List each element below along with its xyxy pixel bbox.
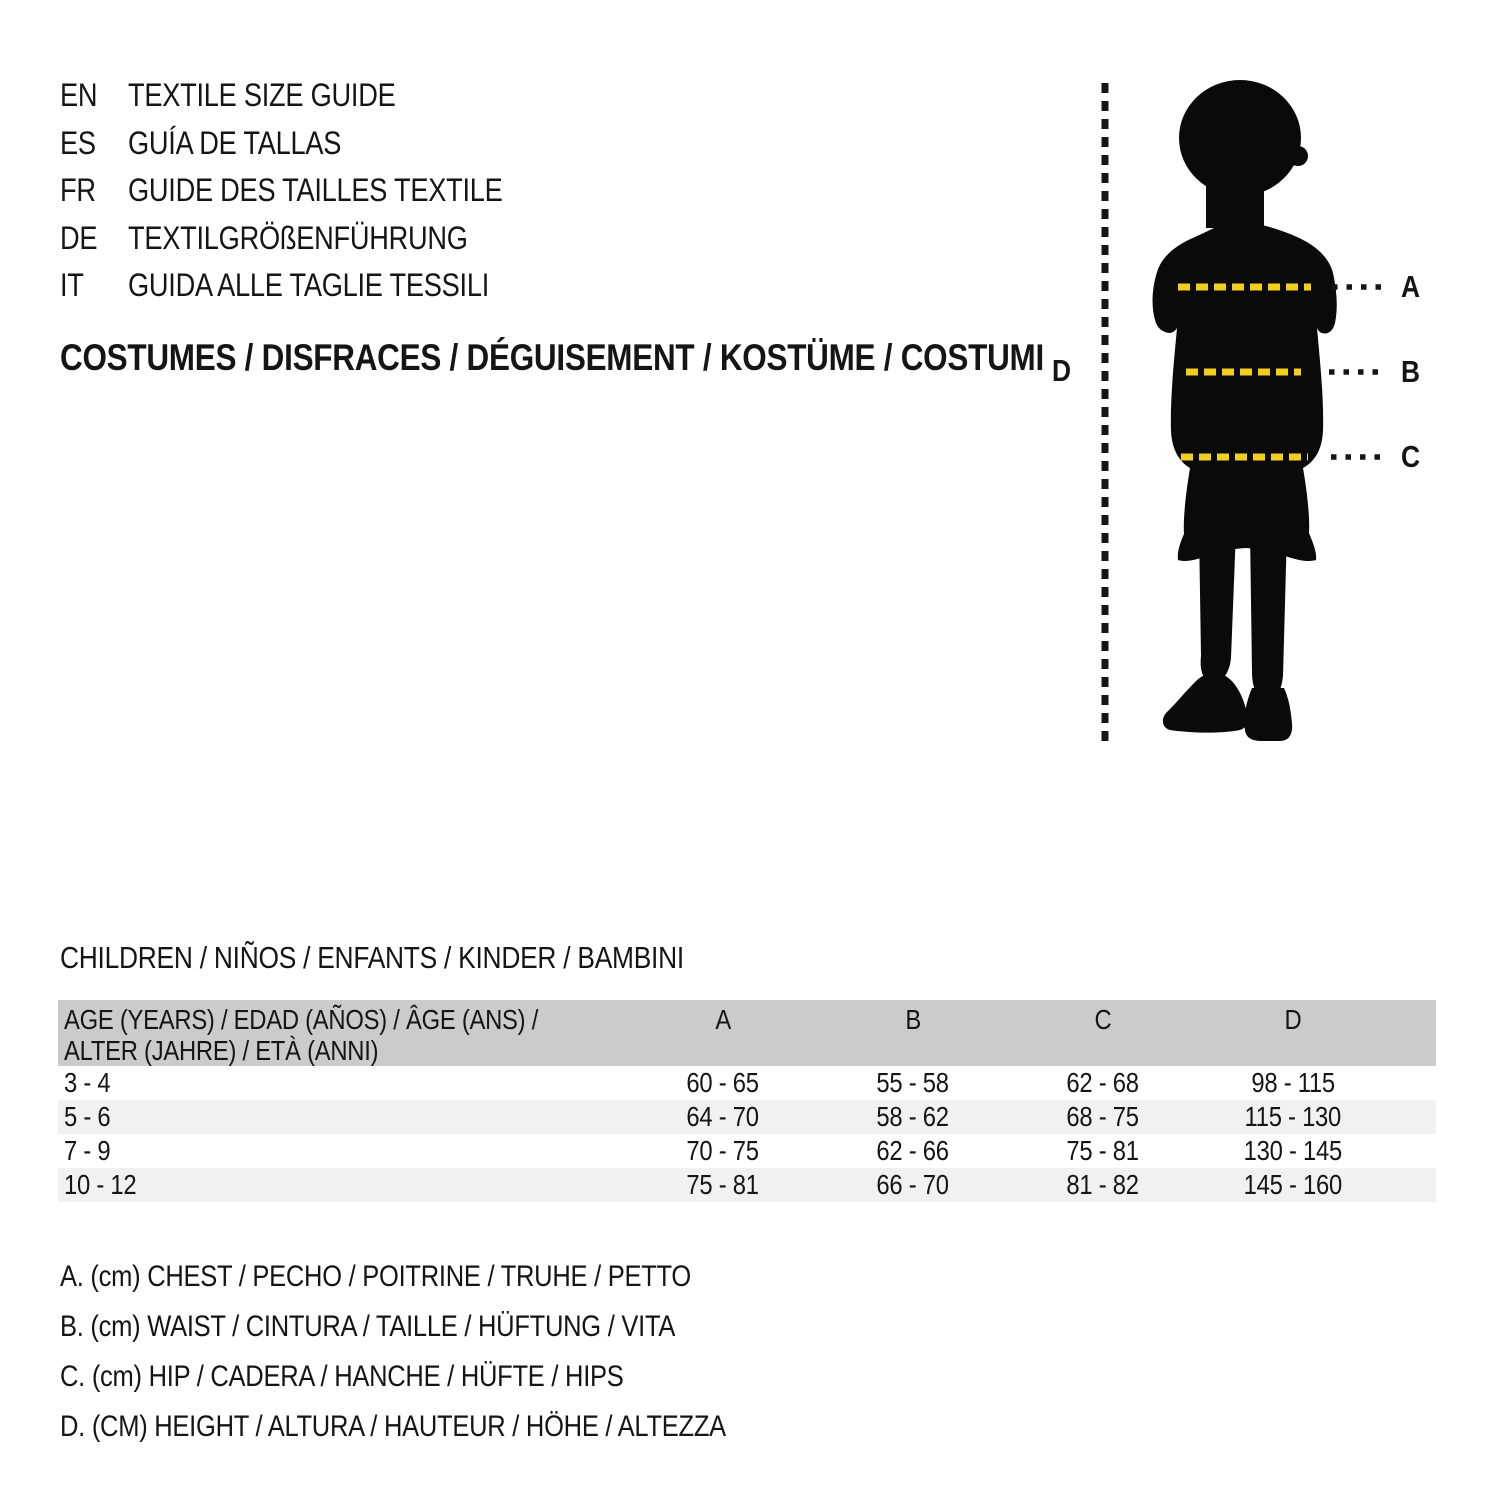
size-cell-d — [1198, 1100, 1388, 1134]
size-value-d: 115 - 130 — [1244, 1101, 1342, 1132]
age-cell — [58, 1134, 628, 1168]
measurement-legend — [60, 1252, 843, 1452]
category-line-text: COSTUMES / DISFRACES / DÉGUISEMENT / KOSTÜME / COSTUMI — [60, 337, 1044, 378]
column-header-d — [1198, 1000, 1388, 1066]
legend-chest — [60, 1252, 843, 1302]
size-cell-c — [1008, 1100, 1198, 1134]
size-cell-a — [628, 1134, 818, 1168]
column-header-b — [818, 1000, 1008, 1066]
waist-label-b — [1401, 355, 1423, 389]
legend-chest-text: A. (cm) CHEST / PECHO / POITRINE / TRUHE / PETTO — [60, 1260, 692, 1293]
age-column-header — [58, 1000, 628, 1066]
lang-label-it: GUIDA ALLE TAGLIE TESSILI — [128, 267, 490, 303]
age-cell — [58, 1168, 628, 1202]
size-cell-b — [818, 1066, 1008, 1100]
row-spacer — [1388, 1168, 1436, 1202]
age-value: 5 - 6 — [64, 1101, 111, 1132]
child-silhouette — [1153, 80, 1337, 741]
column-header-c — [1008, 1000, 1198, 1066]
legend-height-text: D. (CM) HEIGHT / ALTURA / HAUTEUR / HÖHE / ALTEZZA — [60, 1410, 726, 1443]
size-cell-b — [818, 1168, 1008, 1202]
size-value-b: 62 - 66 — [876, 1135, 950, 1166]
table-row — [58, 1100, 1436, 1134]
age-value: 10 - 12 — [64, 1169, 137, 1200]
size-cell-c — [1008, 1134, 1198, 1168]
size-cell-c — [1008, 1168, 1198, 1202]
legend-waist — [60, 1302, 843, 1352]
column-header-c-text: C — [1094, 1004, 1112, 1035]
lang-code-de: DE — [60, 219, 98, 256]
table-row — [58, 1168, 1436, 1202]
size-table — [58, 1000, 1436, 1202]
height-label-d — [1052, 354, 1074, 388]
legend-hip-text: C. (cm) HIP / CADERA / HANCHE / HÜFTE / HIPS — [60, 1360, 624, 1393]
size-cell-b — [818, 1134, 1008, 1168]
size-cell-d — [1198, 1168, 1388, 1202]
size-value-c: 75 - 81 — [1066, 1135, 1140, 1166]
hip-label-c — [1401, 440, 1423, 474]
row-spacer — [1388, 1066, 1436, 1100]
size-cell-a — [628, 1100, 818, 1134]
header-spacer — [1388, 1000, 1436, 1066]
size-value-c: 68 - 75 — [1066, 1101, 1140, 1132]
age-cell — [58, 1066, 628, 1100]
row-spacer — [1388, 1100, 1436, 1134]
size-value-b: 55 - 58 — [876, 1067, 950, 1098]
measurement-figure — [1040, 66, 1460, 766]
column-header-d-text: D — [1284, 1004, 1302, 1035]
lang-code-fr: FR — [60, 172, 96, 208]
table-row — [58, 1134, 1436, 1168]
size-value-c: 62 - 68 — [1066, 1067, 1140, 1098]
lang-row-en — [60, 72, 569, 120]
lang-code-it: IT — [60, 267, 84, 303]
size-cell-d — [1198, 1066, 1388, 1100]
legend-height — [60, 1402, 843, 1452]
size-cell-b — [818, 1100, 1008, 1134]
age-value: 3 - 4 — [64, 1067, 111, 1098]
size-cell-a — [628, 1066, 818, 1100]
size-value-b: 66 - 70 — [876, 1169, 950, 1200]
waist-label-b-text: B — [1401, 354, 1420, 389]
lang-label-es: GUÍA DE TALLAS — [128, 124, 342, 161]
table-header-row — [58, 1000, 1436, 1066]
chest-label-a-text: A — [1401, 269, 1420, 304]
lang-label-de: TEXTILGRÖßENFÜHRUNG — [128, 219, 468, 256]
row-spacer — [1388, 1134, 1436, 1168]
legend-hip — [60, 1352, 843, 1402]
size-cell-a — [628, 1168, 818, 1202]
chest-label-a — [1401, 270, 1423, 304]
size-cell-c — [1008, 1066, 1198, 1100]
age-cell — [58, 1100, 628, 1134]
language-title-block — [60, 72, 569, 310]
child-silhouette-graphic — [1040, 66, 1460, 766]
lang-code-es: ES — [60, 124, 96, 161]
column-header-a — [628, 1000, 818, 1066]
height-label-d-text: D — [1052, 353, 1071, 388]
size-value-d: 98 - 115 — [1251, 1067, 1335, 1098]
size-value-a: 75 - 81 — [686, 1169, 760, 1200]
children-section-heading — [60, 938, 794, 978]
lang-code-en: EN — [60, 77, 98, 113]
size-value-a: 70 - 75 — [686, 1135, 760, 1166]
age-header-line2: ALTER (JAHRE) / ETÀ (ANNI) — [64, 1035, 379, 1066]
column-header-a-text: A — [715, 1004, 731, 1035]
column-header-b-text: B — [905, 1004, 921, 1035]
lang-label-en: TEXTILE SIZE GUIDE — [128, 77, 396, 113]
size-cell-d — [1198, 1134, 1388, 1168]
lang-row-fr — [60, 167, 569, 215]
lang-row-it — [60, 262, 569, 310]
lang-label-fr: GUIDE DES TAILLES TEXTILE — [128, 172, 503, 208]
age-header-line1: AGE (YEARS) / EDAD (AÑOS) / ÂGE (ANS) / — [64, 1004, 539, 1035]
table-row — [58, 1066, 1436, 1100]
lang-row-es — [60, 120, 569, 168]
size-value-d: 145 - 160 — [1243, 1169, 1343, 1200]
size-value-d: 130 - 145 — [1243, 1135, 1343, 1166]
hip-label-c-text: C — [1401, 439, 1420, 474]
legend-waist-text: B. (cm) WAIST / CINTURA / TAILLE / HÜFTUNG / VITA — [60, 1310, 676, 1343]
size-value-a: 64 - 70 — [686, 1101, 760, 1132]
size-value-a: 60 - 65 — [686, 1067, 760, 1098]
size-value-b: 58 - 62 — [876, 1101, 950, 1132]
lang-row-de — [60, 215, 569, 263]
size-value-c: 81 - 82 — [1066, 1169, 1140, 1200]
children-section-heading-text: CHILDREN / NIÑOS / ENFANTS / KINDER / BAMBINI — [60, 940, 684, 975]
age-value: 7 - 9 — [64, 1135, 111, 1166]
